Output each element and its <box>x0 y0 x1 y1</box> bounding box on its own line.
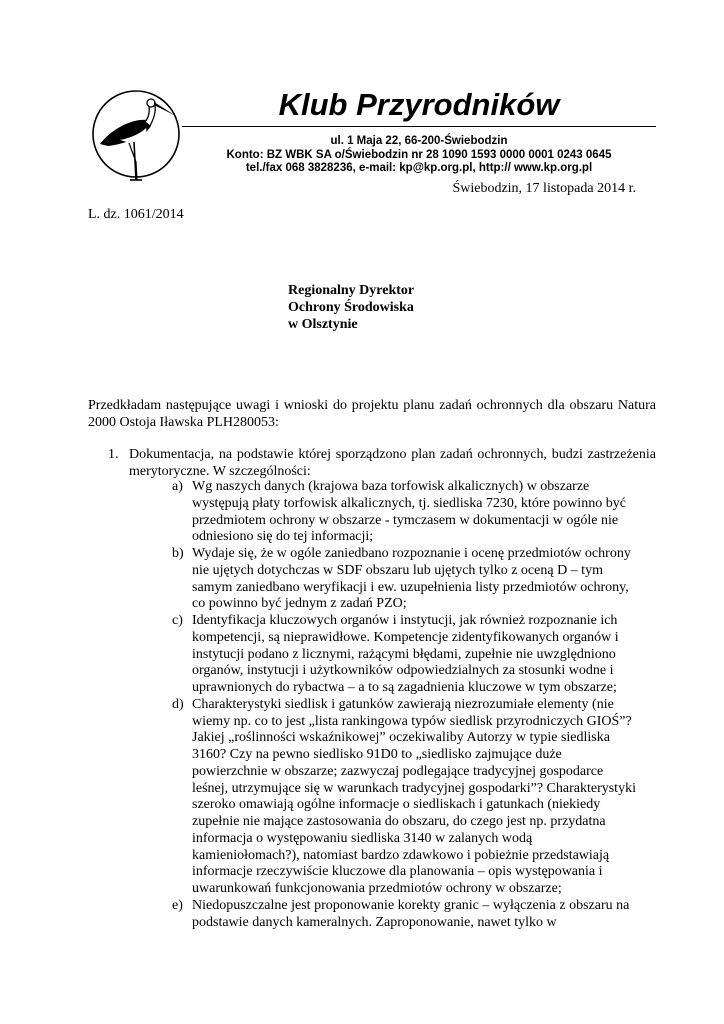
item-letter: c) <box>172 613 183 628</box>
sub-item-list <box>172 479 656 931</box>
item-letter: b) <box>172 546 184 561</box>
item-line: odniesiono się do tej informacji; <box>192 529 374 545</box>
item-line: organów, instytucji i użytkowników odpowiedzialnych za stosunki wodne i <box>192 663 614 679</box>
list-point <box>88 446 656 480</box>
item-letter: e) <box>172 897 183 913</box>
item-line: Charakterystyki siedlisk i gatunków zawierają niezrozumiałe elementy (nie <box>192 696 614 712</box>
point-text: Dokumentacja, na podstawie której sporządzono plan zadań ochronnych, budzi zastrzeżenia merytoryczne. W szczególności: <box>129 447 656 479</box>
item-line: Niedopuszczalne jest proponowanie korekty granic – wyłączenia z obszaru na <box>192 897 630 913</box>
postal-address: ul. 1 Maja 22, 66-200-Świebodzin <box>330 135 508 147</box>
item-line: samym zaniedbano weryfikacji i ew. uzupełnienia listy przedmiotów ochrony, <box>192 579 629 595</box>
item-line: nie ujętych dotychczas w SDF obszaru lub ujętych tylko z oceną D – tym <box>192 562 603 578</box>
item-line: Identyfikacja kluczowych organów i instytucji, jak również rozpoznanie ich <box>192 613 618 628</box>
item-line: co powinno być jednym z zadań PZO; <box>192 596 407 612</box>
item-line: leśnej, utrzymujące się w warunkach tradycyjnej gospodarki”? Charakterystyki <box>192 780 636 796</box>
bank-account: Konto: BZ WBK SA o/Świebodzin nr 28 1090 1593 0000 0001 0243 0645 <box>226 149 612 161</box>
item-line: uprawnionych do rybactwa – a to są zagadnienia kluczowe w tym obszarze; <box>192 680 617 695</box>
item-line: Wg naszych danych (krajowa baza torfowisk alkalicznych) w obszarze <box>192 479 590 494</box>
item-line: szeroko omawiają ogólne informacje o siedliskach i gatunkach (niekiedy <box>192 797 601 813</box>
item-line: Jakiej „roślinności wskaźnikowej” oczekiwaliby Autorzy w typie siedliska <box>192 730 610 746</box>
intro-paragraph: Przedkładam następujące uwagi i wnioski do projektu planu zadań ochronnych dla obszaru Natura 2000 Ostoja Iławska PLH280053: <box>88 398 656 430</box>
letter-date: Świebodzin, 17 listopada 2014 r. <box>452 181 636 196</box>
item-line: informacje rzeczywiście kluczowe dla planowania – opis występowania i <box>192 864 603 880</box>
point-number: 1. <box>108 447 119 462</box>
list-item <box>172 546 656 613</box>
recipient-line: Ochrony Środowiska <box>288 300 414 315</box>
list-item <box>172 479 656 546</box>
reference-number: L. dz. 1061/2014 <box>88 207 184 222</box>
list-item <box>172 697 656 898</box>
item-line: przedmiotem ochrony w obszarze - tymczasem w dokumentacji w ogóle nie <box>192 512 619 528</box>
item-line: wiemy np. co to jest „lista rankingowa typów siedlisk przyrodniczych GIOŚ”? <box>192 713 632 729</box>
stork-logo-icon <box>90 86 182 186</box>
item-line: kamieniołomach?), natomiast bardzo zdawkowo i pobieżnie przedstawiają <box>192 847 610 863</box>
list-item <box>172 898 656 932</box>
item-line: kompetencji, są nieprawidłowe. Kompetencje zidentyfikowanych organów i <box>192 629 619 645</box>
item-line: uwarunkowań funkcjonowania przedmiotów ochrony w obszarze; <box>192 881 562 896</box>
item-line: instytucji podano z licznymi, rażącymi błędami, zupełnie nie uwzględniono <box>192 646 616 662</box>
item-line: zupełnie nie mające zastosowania do obszaru, do czego jest np. przydatna <box>192 814 606 829</box>
item-line: informacja o występowaniu siedliska 3140 w zalanych wodą <box>192 830 533 846</box>
recipient-block <box>288 282 414 333</box>
item-line: występują płaty torfowisk alkalicznych, tj. siedliska 7230, które powinno być <box>192 495 626 511</box>
item-line: Wydaje się, że w ogóle zaniedbano rozpoznanie i ocenę przedmiotów ochrony <box>192 546 631 561</box>
organization-name: Klub Przyrodników <box>278 87 560 122</box>
recipient-line: w Olsztynie <box>288 317 358 332</box>
item-line: 3160? Czy na pewno siedlisko 91D0 to „siedlisko zajmujące duże <box>192 747 562 762</box>
header-divider <box>182 126 656 127</box>
item-letter: d) <box>172 696 184 712</box>
contact-line: tel./fax 068 3828236, e-mail: kp@kp.org.pl, http:// www.kp.org.pl <box>245 162 593 174</box>
recipient-line: Regionalny Dyrektor <box>288 283 415 298</box>
list-item <box>172 613 656 697</box>
item-line: podstawie danych kameralnych. Zaproponowanie, nawet tylko w <box>192 914 557 930</box>
item-line: powierzchnie w obszarze; zazwyczaj podlegające tradycyjnej gospodarce <box>192 763 604 779</box>
item-letter: a) <box>172 479 183 494</box>
